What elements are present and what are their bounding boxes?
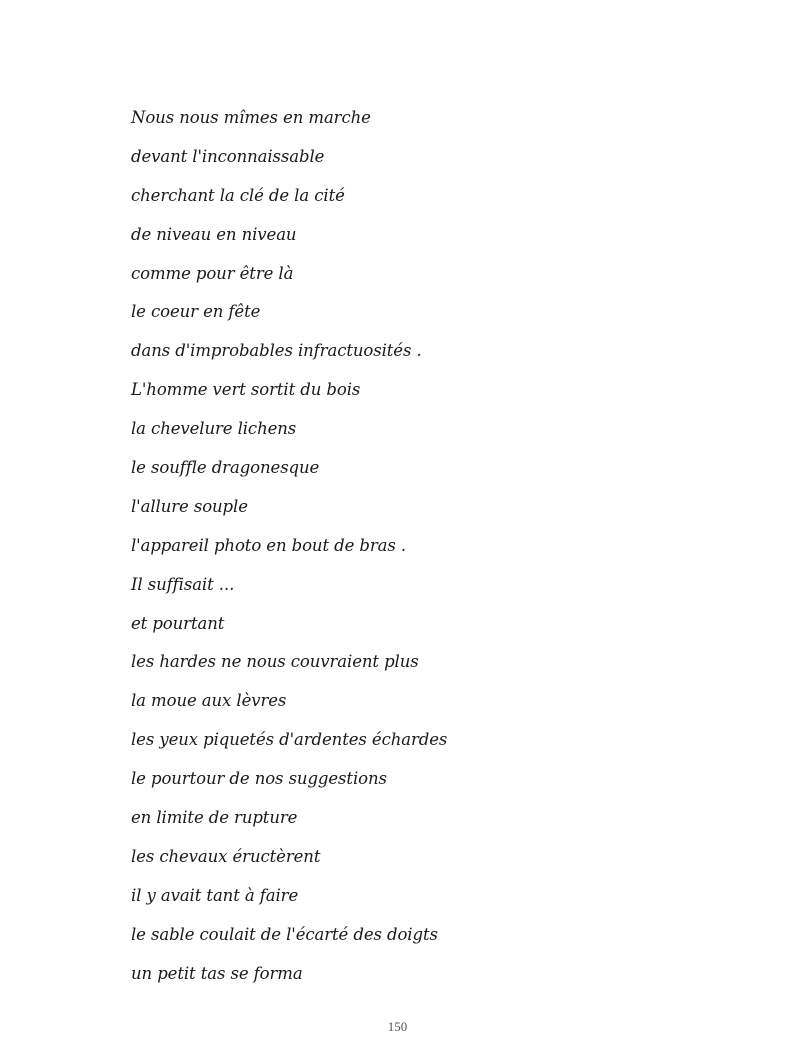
poem-line: la chevelure lichens [131,419,297,439]
poem-line: le sable coulait de l'écarté des doigts [131,924,438,944]
poem-line: le coeur en fête [131,302,261,322]
poem-line: Il suffisait ... [131,574,235,594]
poem-line: Nous nous mîmes en marche [131,108,371,127]
poem-line: l'appareil photo en bout de bras . [131,535,407,555]
poem-line: les chevaux éructèrent [131,846,321,866]
poem-line: dans d'improbables infractuosités . [131,341,422,361]
poem-line: l'allure souple [131,496,248,516]
page-number: 150 [387,1019,408,1034]
poem-line: le pourtour de nos suggestions [131,769,387,789]
poem-line: comme pour être là [131,263,294,283]
poem-line: de niveau en niveau [131,224,297,244]
poem-line: L'homme vert sortit du bois [131,380,361,400]
poem-line: les hardes ne nous couvraient plus [131,652,419,672]
poem-line: un petit tas se forma [131,963,303,983]
poem-line: la moue aux lèvres [131,691,287,711]
poem-line: le souffle dragonesque [131,458,320,478]
poem-line: les yeux piquetés d'ardentes échardes [131,730,448,750]
poem-line: devant l'inconnaissable [131,146,325,166]
poem-line: en limite de rupture [131,808,298,828]
poem-text [131,99,447,993]
poem-line: et pourtant [131,613,225,633]
poem-line: il y avait tant à faire [131,885,299,905]
poem-line: cherchant la clé de la cité [131,185,345,205]
